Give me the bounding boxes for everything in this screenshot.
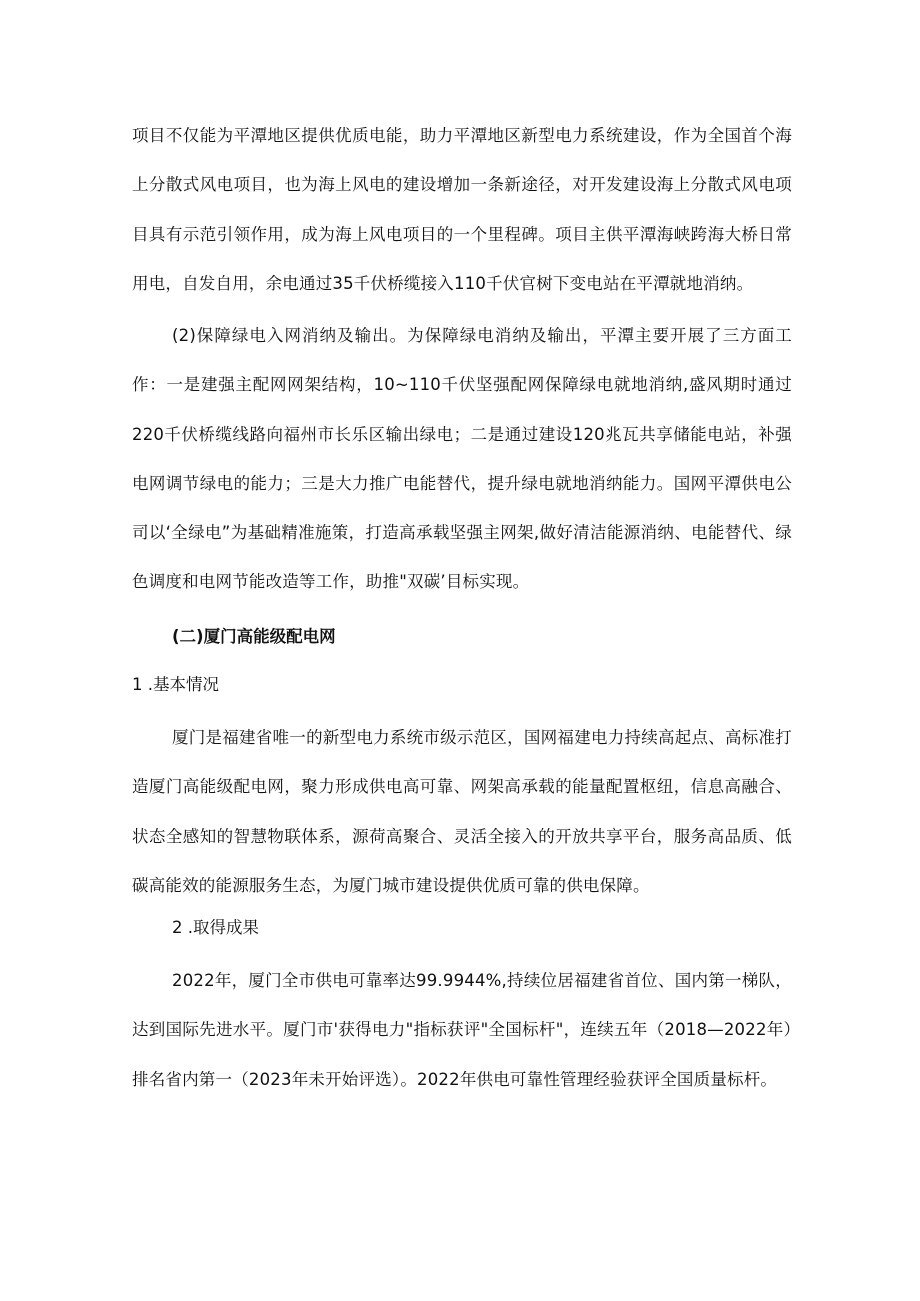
subheading-basic-situation: 1 .基本情况 [132, 675, 219, 694]
paragraph-green-power-grid: (2)保障绿电入网消纳及输出。为保障绿电消纳及输出，平潭主要开展了三方面工作：一是建强主配网网架结构，10~110千伏坚强配网保障绿电就地消纳,盛风期时通过220千伏桥缆线路向福州市长乐区输出绿电；二是通过建设120兆瓦共享储能电站，补强电网调节绿电的能力；三是大力推广电能替代，提升绿电就地消纳能力。国网平潭供电公司以‘全绿电”为基础精准施策，打造高承载坚强主网架,做好清洁能源消纳、电能替代、绿色调度和电网节能改造等工作，助推"双碳’目标实现。 [132, 326, 792, 592]
paragraph-xiamen-basic: 厦门是福建省唯一的新型电力系统市级示范区，国网福建电力持续高起点、高标准打造厦门高能级配电网，聚力形成供电高可靠、网架高承载的能量配置枢纽，信息高融合、状态全感知的智慧物联体系，源荷高聚合、灵活全接入的开放共享平台，服务高品质、低碳高能效的能源服务生态，为厦门城市建设提供优质可靠的供电保障。 [132, 728, 792, 895]
section-heading-xiamen: (二)厦门高能级配电网 [172, 627, 336, 646]
subheading-achievements: 2 .取得成果 [172, 918, 259, 937]
paragraph-xiamen-achievements: 2022年，厦门全市供电可靠率达99.9944%,持续位居福建省首位、国内第一梯队，达到国际先进水平。厦门市'获得电力"指标获评"全国标杆"，连续五年（2018—2022年）排名省内第一（2023年未开始评选）。2022年供电可靠性管理经验获评全国质量标杆。 [132, 971, 792, 1089]
paragraph-pingtan-project: 项目不仅能为平潭地区提供优质电能，助力平潭地区新型电力系统建设，作为全国首个海上分散式风电项目，也为海上风电的建设增加一条新途径，对开发建设海上分散式风电项目具有示范引领作用，成为海上风电项目的一个里程碑。项目主供平潭海峡跨海大桥日常用电，自发自用，余电通过35千伏桥缆接入110千伏官树下变电站在平潭就地消纳。 [132, 126, 792, 293]
